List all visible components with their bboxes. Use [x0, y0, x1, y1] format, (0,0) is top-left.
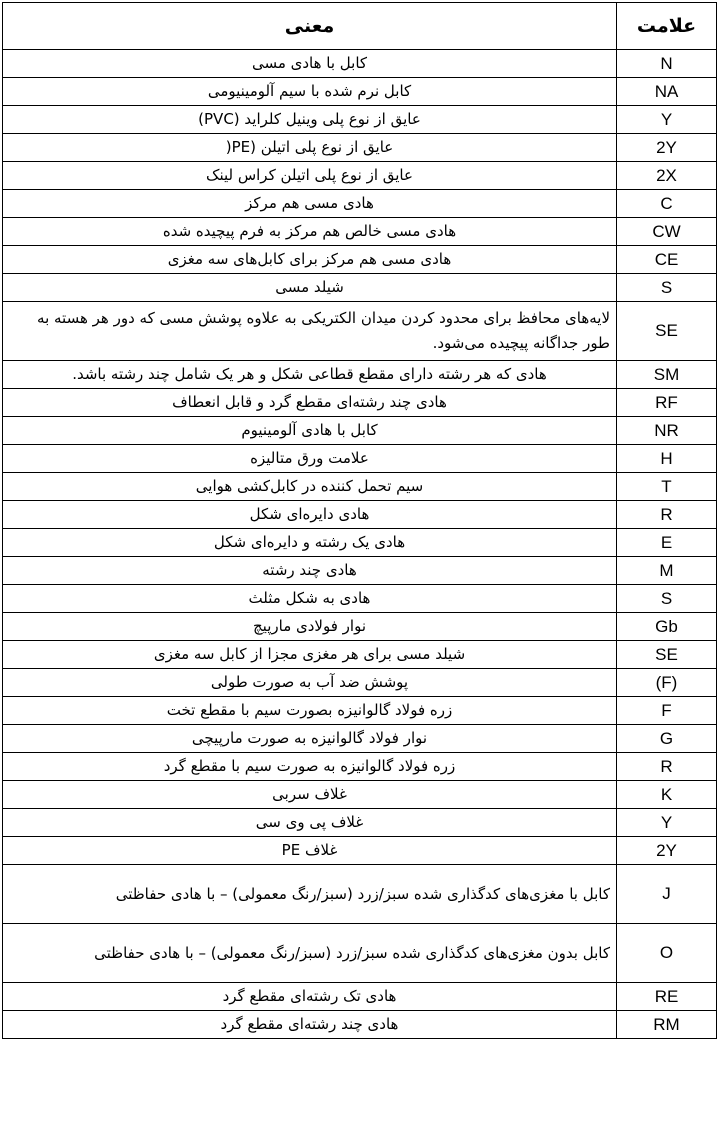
table-row [3, 417, 717, 445]
symbol-cell: CW [617, 218, 717, 246]
symbol-cell: T [617, 473, 717, 501]
meaning-cell: عایق از نوع پلی اتیلن (PE( [3, 134, 617, 162]
table-header-row [3, 3, 717, 50]
symbol-cell: SM [617, 361, 717, 389]
meaning-cell: هادی مسی خالص هم مرکز به فرم پیچیده شده [3, 218, 617, 246]
meaning-cell: عایق از نوع پلی اتیلن کراس لینک [3, 162, 617, 190]
meaning-cell: کابل نرم شده با سیم آلومینیومی [3, 78, 617, 106]
table-row [3, 837, 717, 865]
table-row [3, 361, 717, 389]
meaning-cell: سیم تحمل کننده در کابل‌کشی هوایی [3, 473, 617, 501]
table-row [3, 585, 717, 613]
symbol-cell: C [617, 190, 717, 218]
table-row [3, 809, 717, 837]
table-row [3, 697, 717, 725]
meaning-cell: کابل با هادی آلومینیوم [3, 417, 617, 445]
symbol-cell: H [617, 445, 717, 473]
symbol-cell: 2Y [617, 134, 717, 162]
symbol-cell: (F) [617, 669, 717, 697]
symbol-cell: J [617, 865, 717, 924]
table-row [3, 529, 717, 557]
symbol-cell: Y [617, 106, 717, 134]
meaning-cell: هادی چند رشته‌ای مقطع گرد و قابل انعطاف [3, 389, 617, 417]
table-row [3, 725, 717, 753]
table-row [3, 781, 717, 809]
table-body [3, 50, 717, 1039]
meaning-cell: لایه‌های محافظ برای محدود کردن میدان الکتریکی به علاوه پوشش مسی که دور هر هسته به طور جداگانه پیچیده می‌شود. [3, 302, 617, 361]
symbol-cell: RM [617, 1011, 717, 1039]
table-row [3, 445, 717, 473]
meaning-cell: غلاف پی وی سی [3, 809, 617, 837]
table-row [3, 641, 717, 669]
meaning-cell: زره فولاد گالوانیزه بصورت سیم با مقطع تخت [3, 697, 617, 725]
meaning-cell: هادی به شکل مثلث [3, 585, 617, 613]
meaning-cell: شیلد مسی برای هر مغزی مجزا از کابل سه مغزی [3, 641, 617, 669]
symbol-cell: RE [617, 983, 717, 1011]
table-row [3, 106, 717, 134]
meaning-cell: هادی چند رشته [3, 557, 617, 585]
symbol-cell: NR [617, 417, 717, 445]
table-row [3, 274, 717, 302]
symbol-cell: NA [617, 78, 717, 106]
table-row [3, 473, 717, 501]
meaning-cell: هادی چند رشته‌ای مقطع گرد [3, 1011, 617, 1039]
symbol-cell: K [617, 781, 717, 809]
symbol-cell: 2Y [617, 837, 717, 865]
meaning-cell: کابل بدون مغزی‌های کدگذاری شده سبز/زرد (سبز/رنگ معمولی) – با هادی حفاظتی [3, 924, 617, 983]
symbol-column-header: علامت [617, 3, 717, 50]
meaning-cell: زره فولاد گالوانیزه به صورت سیم با مقطع گرد [3, 753, 617, 781]
symbol-cell: E [617, 529, 717, 557]
symbol-cell: S [617, 585, 717, 613]
table-row [3, 50, 717, 78]
table-row [3, 389, 717, 417]
symbol-cell: N [617, 50, 717, 78]
table-row [3, 613, 717, 641]
meaning-cell: عایق از نوع پلی وینیل کلراید (PVC) [3, 106, 617, 134]
table-row [3, 865, 717, 924]
symbol-cell: CE [617, 246, 717, 274]
meaning-cell: هادی یک رشته و دایره‌ای شکل [3, 529, 617, 557]
table-row [3, 1011, 717, 1039]
meaning-cell: هادی تک رشته‌ای مقطع گرد [3, 983, 617, 1011]
meaning-column-header: معنی [3, 3, 617, 50]
table-row [3, 302, 717, 361]
table-row [3, 162, 717, 190]
meaning-cell: نوار فولاد گالوانیزه به صورت مارپیچی [3, 725, 617, 753]
table-row [3, 78, 717, 106]
symbol-cell: Gb [617, 613, 717, 641]
meaning-cell: کابل با مغزی‌های کدگذاری شده سبز/زرد (سبز/رنگ معمولی) – با هادی حفاظتی [3, 865, 617, 924]
table-row [3, 134, 717, 162]
table-row [3, 246, 717, 274]
table-row [3, 557, 717, 585]
table-row [3, 753, 717, 781]
symbol-cell: M [617, 557, 717, 585]
meaning-cell: کابل با هادی مسی [3, 50, 617, 78]
table-row [3, 501, 717, 529]
meaning-cell: علامت ورق متالیزه [3, 445, 617, 473]
symbol-cell: SE [617, 641, 717, 669]
symbol-cell: 2X [617, 162, 717, 190]
symbol-cell: RF [617, 389, 717, 417]
table-row [3, 669, 717, 697]
table-row [3, 218, 717, 246]
table-row [3, 924, 717, 983]
table-row [3, 983, 717, 1011]
meaning-cell: غلاف سربی [3, 781, 617, 809]
meaning-cell: هادی که هر رشته دارای مقطع قطاعی شکل و هر یک شامل چند رشته باشد. [3, 361, 617, 389]
meaning-cell: پوشش ضد آب به صورت طولی [3, 669, 617, 697]
meaning-cell: نوار فولادی مارپیچ [3, 613, 617, 641]
symbol-cell: R [617, 753, 717, 781]
symbol-cell: Y [617, 809, 717, 837]
meaning-cell: هادی مسی هم مرکز برای کابل‌های سه مغزی [3, 246, 617, 274]
meaning-cell: هادی مسی هم مرکز [3, 190, 617, 218]
symbol-cell: F [617, 697, 717, 725]
symbol-cell: O [617, 924, 717, 983]
symbol-cell: S [617, 274, 717, 302]
symbol-cell: R [617, 501, 717, 529]
meaning-cell: غلاف PE [3, 837, 617, 865]
cable-code-table [2, 2, 717, 1039]
symbol-cell: SE [617, 302, 717, 361]
meaning-cell: شیلد مسی [3, 274, 617, 302]
meaning-cell: هادی دایره‌ای شکل [3, 501, 617, 529]
table-row [3, 190, 717, 218]
symbol-cell: G [617, 725, 717, 753]
